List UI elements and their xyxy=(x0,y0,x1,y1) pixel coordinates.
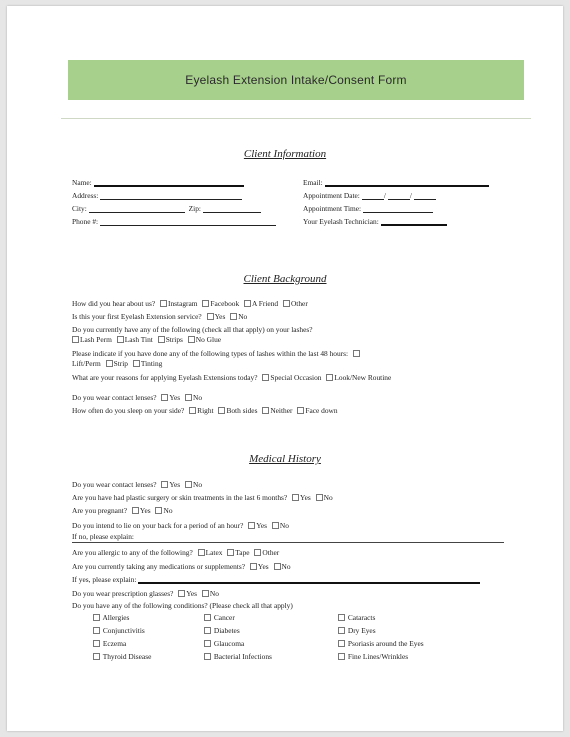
checkbox[interactable] xyxy=(250,563,257,570)
checkbox[interactable] xyxy=(155,507,162,514)
checkbox[interactable] xyxy=(204,614,211,621)
phone-row: Phone #: xyxy=(72,217,276,226)
checkbox[interactable] xyxy=(198,549,205,556)
conditions-column-3: Cataracts Dry Eyes Psoriasis around the Eyes Fine Lines/Wrinkles xyxy=(338,613,424,665)
checkbox[interactable] xyxy=(248,522,255,529)
checkbox[interactable] xyxy=(161,481,168,488)
heard-about-question: How did you hear about us? Instagram Facebook A Friend Other xyxy=(72,299,308,308)
medical-history-heading: Medical History xyxy=(249,453,321,465)
contacts-question: Do you wear contact lenses? Yes No xyxy=(72,393,203,402)
pregnant-question: Are you pregnant? Yes No xyxy=(72,506,173,515)
form-page xyxy=(7,6,563,731)
checkbox[interactable] xyxy=(244,300,251,307)
appointment-date-row: Appointment Date: / / xyxy=(303,191,436,200)
checkbox[interactable] xyxy=(338,614,345,621)
checkbox[interactable] xyxy=(316,494,323,501)
checkbox[interactable] xyxy=(262,407,269,414)
recent-lashes-question: Please indicate if you have done any of the following types of lashes within the last 48 hours: xyxy=(72,349,361,358)
checkbox[interactable] xyxy=(106,360,113,367)
checkbox[interactable] xyxy=(202,300,209,307)
checkbox[interactable] xyxy=(283,300,290,307)
medications-explain-field[interactable] xyxy=(138,575,480,584)
appointment-time-row: Appointment Time: xyxy=(303,204,433,213)
city-row: City: Zip: xyxy=(72,204,261,213)
checkbox[interactable] xyxy=(72,336,79,343)
checkbox[interactable] xyxy=(202,590,209,597)
checkbox[interactable] xyxy=(132,507,139,514)
checkbox[interactable] xyxy=(274,563,281,570)
checkbox[interactable] xyxy=(185,481,192,488)
title-banner xyxy=(68,60,524,100)
current-lashes-options: Lash Perm Lash Tint Strips No Glue xyxy=(72,335,221,344)
date-month-field[interactable] xyxy=(362,192,384,200)
checkbox[interactable] xyxy=(93,614,100,621)
phone-field[interactable] xyxy=(100,218,276,226)
checkbox[interactable] xyxy=(93,640,100,647)
recent-lashes-options: Lift/Perm Strip Tinting xyxy=(72,359,163,368)
checkbox[interactable] xyxy=(326,374,333,381)
checkbox[interactable] xyxy=(93,653,100,660)
surgery-question: Are you have had plastic surgery or skin treatments in the last 6 months? Yes No xyxy=(72,493,333,502)
checkbox[interactable] xyxy=(117,336,124,343)
checkbox[interactable] xyxy=(272,522,279,529)
checkbox[interactable] xyxy=(185,394,192,401)
conditions-question: Do you have any of the following conditions? (Please check all that apply) xyxy=(72,601,293,610)
lie-back-question: Do you intend to lie on your back for a period of an hour? Yes No xyxy=(72,521,289,530)
medications-question: Are you currently taking any medications or supplements? Yes No xyxy=(72,562,291,571)
allergies-question: Are you allergic to any of the following? Latex Tape Other xyxy=(72,548,280,557)
lie-back-explain-label: If no, please explain: xyxy=(72,532,134,541)
checkbox[interactable] xyxy=(204,653,211,660)
lie-back-explain-field[interactable] xyxy=(72,542,504,543)
technician-field[interactable] xyxy=(381,217,447,226)
conditions-column-2: Cancer Diabetes Glaucoma Bacterial Infections xyxy=(204,613,272,665)
med-contacts-question: Do you wear contact lenses? Yes No xyxy=(72,480,203,489)
current-lashes-question: Do you currently have any of the following (check all that apply) on your lashes? xyxy=(72,325,313,334)
checkbox[interactable] xyxy=(230,313,237,320)
glasses-question: Do you wear prescription glasses? Yes No xyxy=(72,589,219,598)
first-service-question: Is this your first Eyelash Extension service? Yes No xyxy=(72,312,248,321)
checkbox[interactable] xyxy=(297,407,304,414)
technician-row: Your Eyelash Technician: xyxy=(303,217,447,226)
checkbox[interactable] xyxy=(189,407,196,414)
checkbox[interactable] xyxy=(207,313,214,320)
checkbox[interactable] xyxy=(133,360,140,367)
checkbox[interactable] xyxy=(227,549,234,556)
checkbox[interactable] xyxy=(161,394,168,401)
checkbox[interactable] xyxy=(338,653,345,660)
appointment-time-field[interactable] xyxy=(363,205,433,213)
name-row: Name: xyxy=(72,178,244,187)
form-title: Eyelash Extension Intake/Consent Form xyxy=(185,73,407,87)
checkbox[interactable] xyxy=(160,300,167,307)
checkbox[interactable] xyxy=(158,336,165,343)
email-field[interactable] xyxy=(325,178,489,187)
date-day-field[interactable] xyxy=(388,192,410,200)
date-year-field[interactable] xyxy=(414,192,436,200)
divider xyxy=(61,118,531,119)
checkbox[interactable] xyxy=(218,407,225,414)
city-field[interactable] xyxy=(89,205,185,213)
conditions-column-1: Allergies Conjunctivitis Eczema Thyroid Disease xyxy=(93,613,151,665)
checkbox[interactable] xyxy=(93,627,100,634)
name-field[interactable] xyxy=(94,178,244,187)
address-field[interactable] xyxy=(100,192,242,200)
email-row: Email: xyxy=(303,178,489,187)
checkbox[interactable] xyxy=(254,549,261,556)
client-info-heading: Client Information xyxy=(243,148,327,160)
medications-explain-row: If yes, please explain: xyxy=(72,575,480,584)
checkbox[interactable] xyxy=(292,494,299,501)
checkbox[interactable] xyxy=(338,640,345,647)
address-row: Address: xyxy=(72,191,242,200)
checkbox[interactable] xyxy=(204,640,211,647)
checkbox[interactable] xyxy=(262,374,269,381)
reasons-question: What are your reasons for applying Eyelash Extensions today? Special Occasion Look/New Routine xyxy=(72,373,392,382)
client-background-heading: Client Background xyxy=(243,273,327,285)
checkbox[interactable] xyxy=(353,350,360,357)
checkbox[interactable] xyxy=(338,627,345,634)
sleep-side-question: How often do you sleep on your side? Right Both sides Neither Face down xyxy=(72,406,338,415)
zip-field[interactable] xyxy=(203,205,261,213)
checkbox[interactable] xyxy=(178,590,185,597)
checkbox[interactable] xyxy=(188,336,195,343)
checkbox[interactable] xyxy=(204,627,211,634)
